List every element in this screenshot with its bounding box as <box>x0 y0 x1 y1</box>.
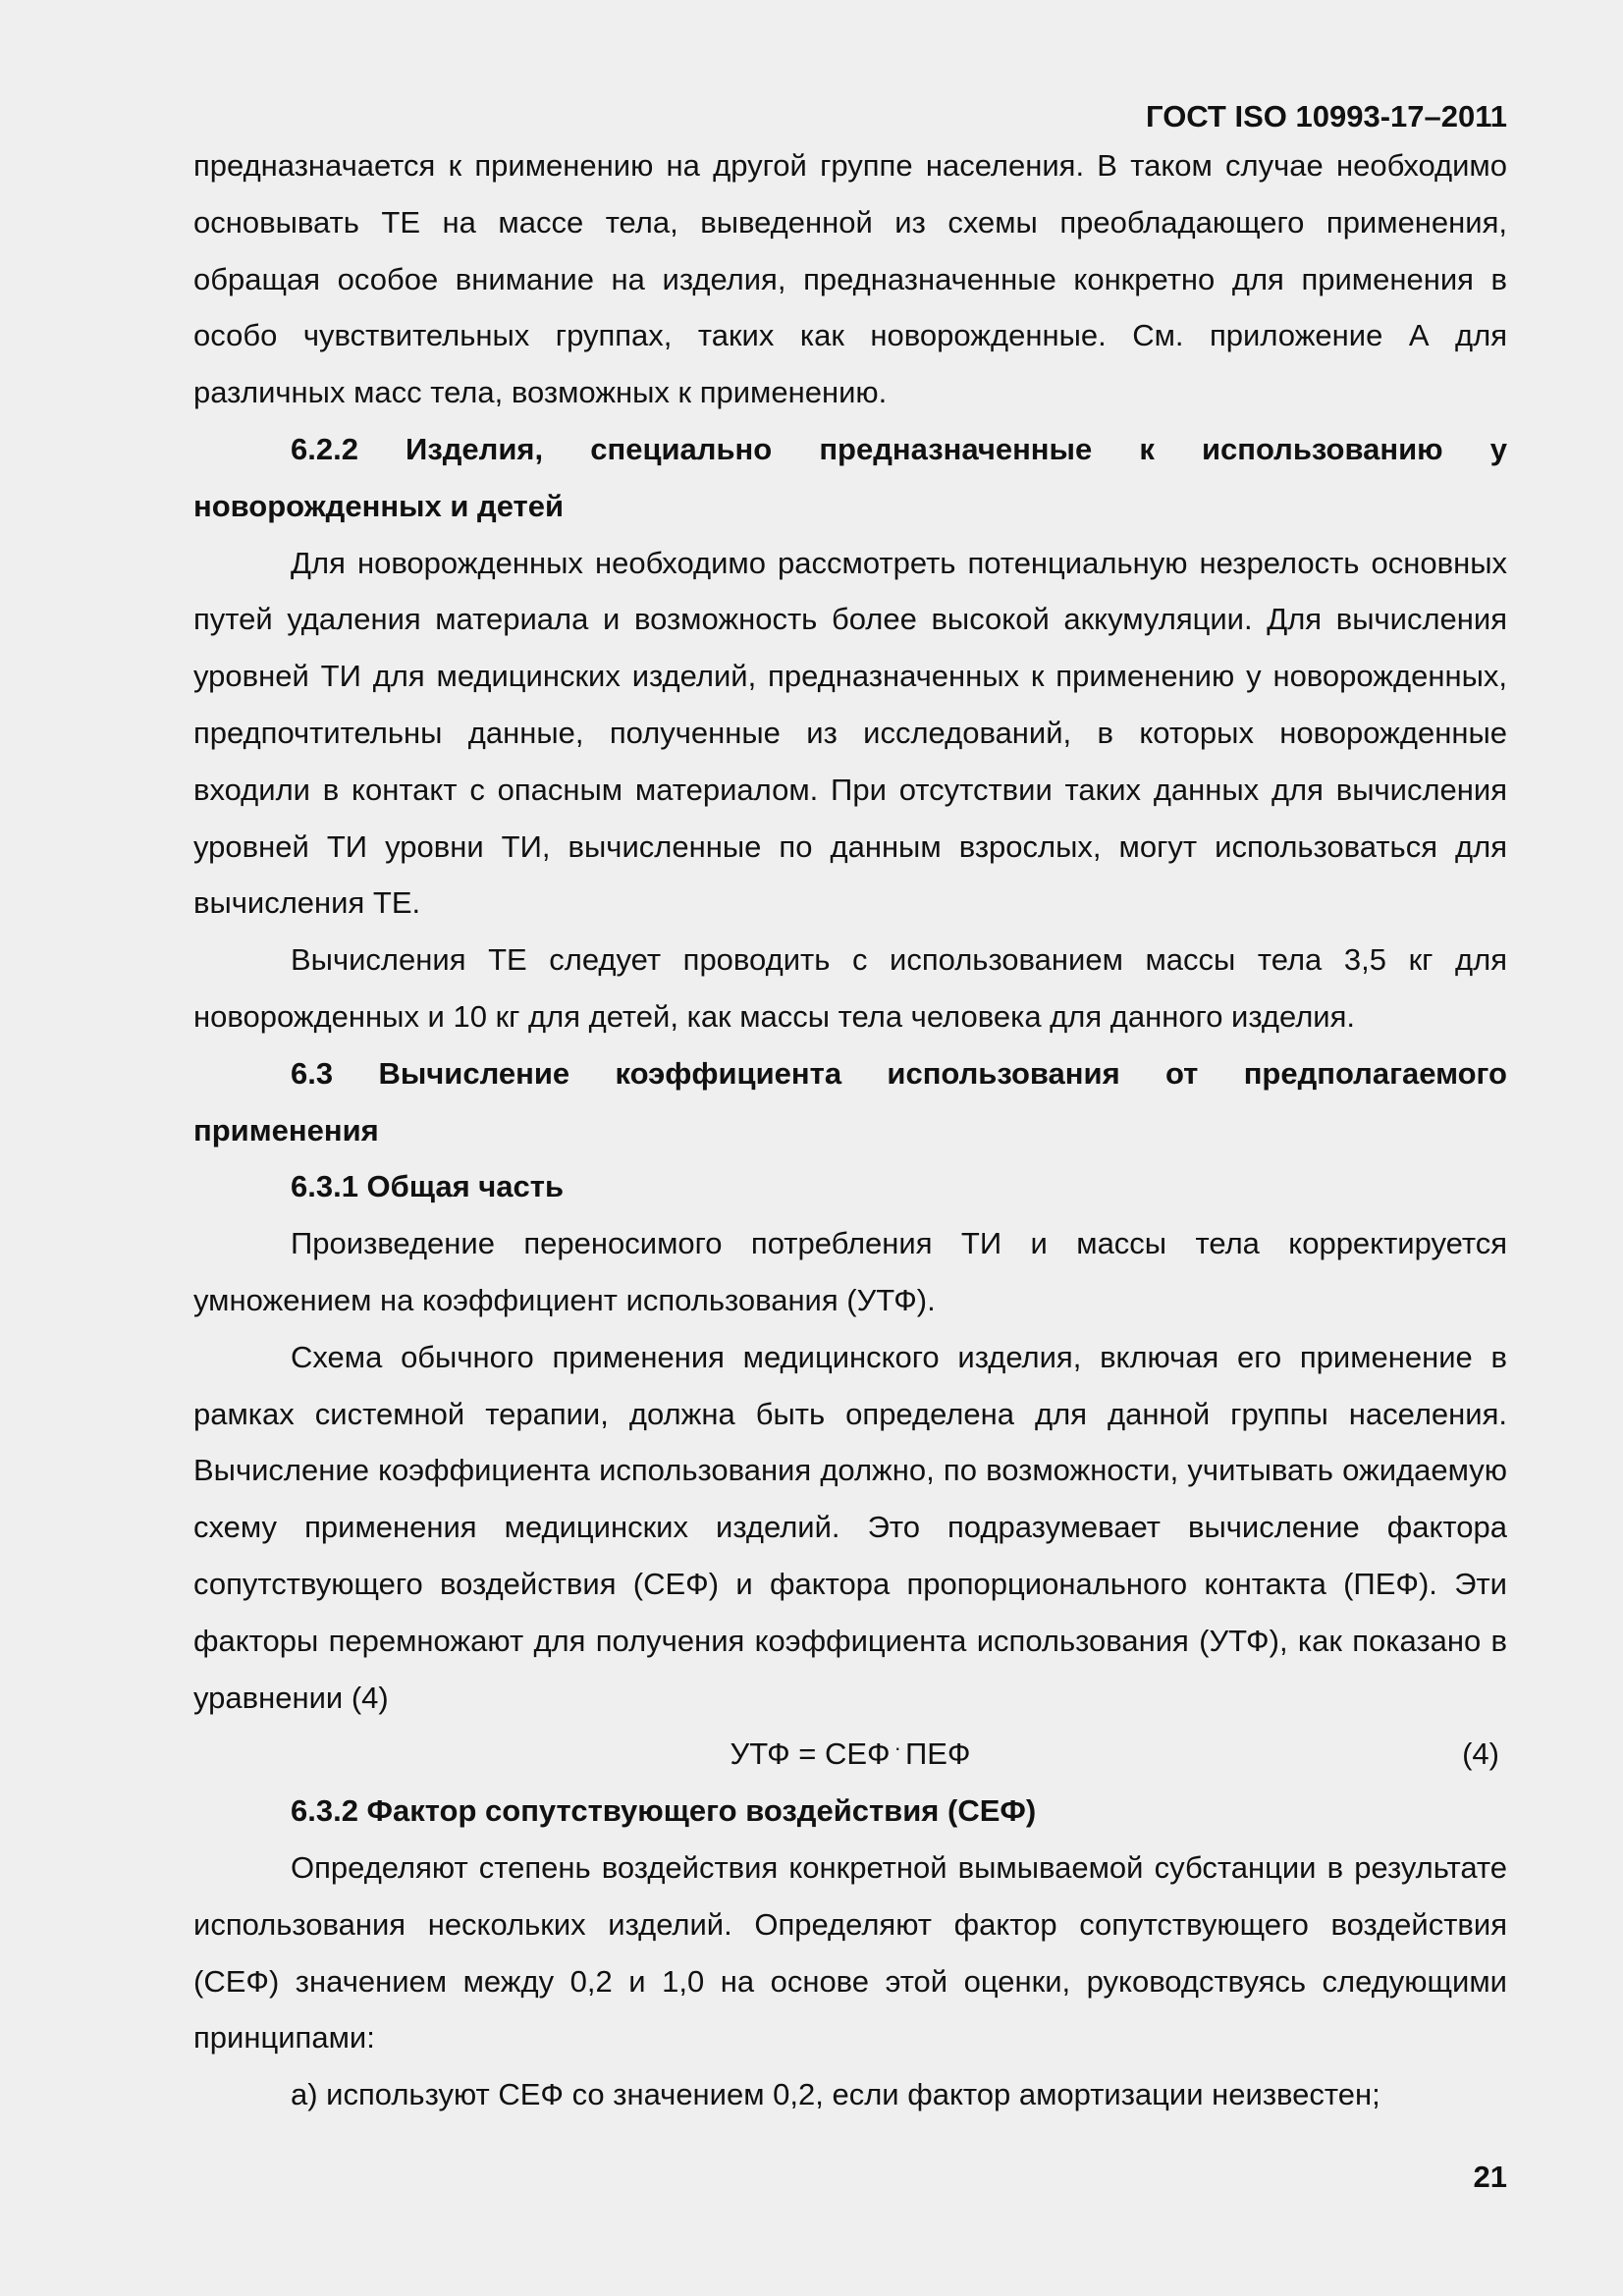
equation-number: (4) <box>1462 1736 1499 1772</box>
section-heading-6-3-2: 6.3.2 Фактор сопутствующего воздействия (СЕФ) <box>291 1793 1037 1829</box>
section-heading-6-3: 6.3 Вычисление коэффициента использования от предполагаемого применения <box>193 1055 1507 1148</box>
paragraph-continuation: предназначается к применению на другой группе населения. В таком случае необходимо основывать ТЕ на массе тела, выведенной из схемы преобладающего применения, обращая особое внимание на изделия, предназначенные конкретно для применения в особо чувствительных группах, таких как новорожденные. См. приложение А для различных масс тела, возможных к применению. <box>193 148 1507 410</box>
equation-rhs: ПЕФ <box>904 1736 971 1772</box>
section-heading-6-3-1: 6.3.1 Общая часть <box>291 1169 565 1204</box>
paragraph-6-3-2-principles: Определяют степень воздействия конкретной вымываемой субстанции в результате использования нескольких изделий. Определяют фактор сопутствующего воздействия (СЕФ) значением между 0,2 и 1,0 на основе этой оценки, руководствуясь следующими принципами: <box>193 1849 1507 2056</box>
equation-expression <box>193 1726 1507 1786</box>
section-heading-6-2-2: 6.2.2 Изделия, специально предназначенные к использованию у новорожденных и детей <box>193 431 1507 523</box>
document-body <box>193 137 1507 2123</box>
page-number: 21 <box>1473 2160 1507 2194</box>
equation-4 <box>193 1726 1507 1783</box>
equation-lhs: УТФ = СЕФ <box>730 1736 891 1772</box>
list-item-a: а) используют СЕФ со значением 0,2, если фактор амортизации неизвестен; <box>291 2077 1380 2112</box>
paragraph-6-2-2-neonates: Для новорожденных необходимо рассмотреть потенциальную незрелость основных путей удаления материала и возможность более высокой аккумуляции. Для вычисления уровней ТИ для медицинских изделий, предназначенных к применению у новорожденных, предпочтительны данные, полученные из исследований, в которых новорожденные входили в контакт с опасным материалом. При отсутствии таких данных для вычисления уровней ТИ уровни ТИ, вычисленные по данным взрослых, могут использоваться для вычисления ТЕ. <box>193 545 1507 921</box>
standard-code-header: ГОСТ ISO 10993-17–2011 <box>1146 99 1507 133</box>
equation-multiply-operator: · <box>893 1735 901 1761</box>
paragraph-6-3-1-product: Произведение переносимого потребления ТИ и массы тела корректируется умножением на коэффициент использования (УТФ). <box>193 1226 1507 1317</box>
paragraph-6-2-2-body-mass: Вычисления ТЕ следует проводить с использованием массы тела 3,5 кг для новорожденных и 10 кг для детей, как массы тела человека для данного изделия. <box>193 942 1507 1034</box>
paragraph-6-3-1-scheme: Схема обычного применения медицинского изделия, включая его применение в рамках системной терапии, должна быть определена для данной группы населения. Вычисление коэффициента использования должно, по возможности, учитывать ожидаемую схему применения медицинских изделий. Это подразумевает вычисление фактора сопутствующего воздействия (СЕФ) и фактора пропорционального контакта (ПЕФ). Эти факторы перемножают для получения коэффициента использования (УТФ), как показано в уравнении (4) <box>193 1339 1507 1715</box>
